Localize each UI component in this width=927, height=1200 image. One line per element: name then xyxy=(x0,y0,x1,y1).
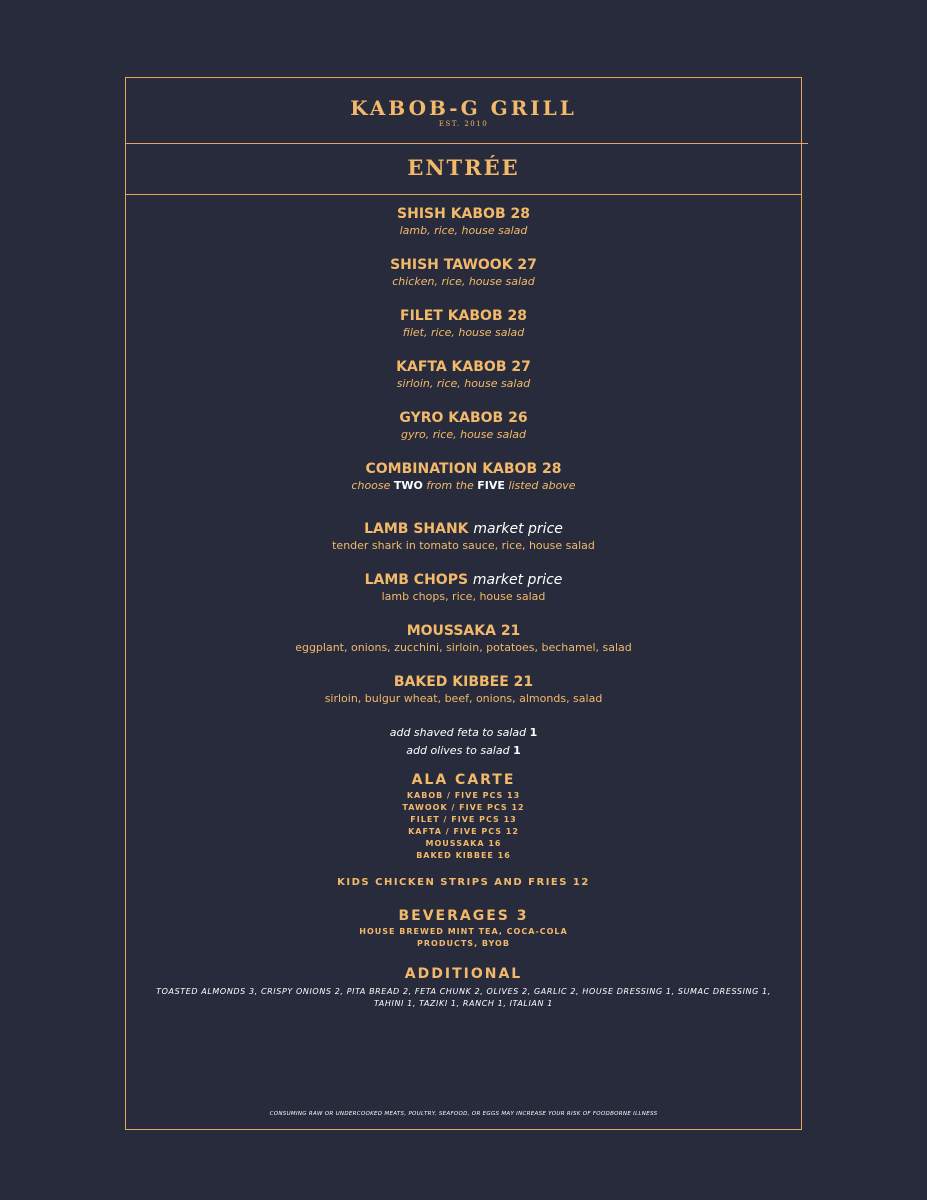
special-price: market price xyxy=(473,521,563,537)
menu-item-combination xyxy=(126,460,801,493)
addon-label: add olives to salad xyxy=(406,744,510,757)
ala-carte-item: MOUSSAKA 16 xyxy=(425,839,502,848)
beverages-line: HOUSE BREWED MINT TEA, COCA-COLA xyxy=(359,927,568,936)
menu-item xyxy=(126,256,801,289)
item-title: SHISH KABOB 28 xyxy=(397,206,530,222)
item-desc: lamb, rice, house salad xyxy=(399,224,528,237)
restaurant-name: KABOB-G GRILL xyxy=(350,96,577,120)
addon-price: 1 xyxy=(513,744,521,757)
menu-list xyxy=(126,205,801,1010)
addon-item xyxy=(126,742,801,760)
menu-item-special xyxy=(126,571,801,604)
combination-two: TWO xyxy=(393,479,423,492)
addon-label: add shaved feta to salad xyxy=(389,726,527,739)
ala-carte-section xyxy=(126,770,801,862)
additional-items-line: TAHINI 1, TAZIKI 1, RANCH 1, ITALIAN 1 xyxy=(374,999,553,1008)
additional-title: ADDITIONAL xyxy=(404,966,523,982)
ala-carte-title: ALA CARTE xyxy=(411,772,516,788)
food-safety-disclaimer: CONSUMING RAW OR UNDERCOOKED MEATS, POULTRY, SEAFOOD, OR EGGS MAY INCREASE YOUR RISK OF FOODBORNE ILLNESS xyxy=(269,1111,658,1117)
item-desc: eggplant, onions, zucchini, sirloin, potatoes, bechamel, salad xyxy=(295,641,632,654)
item-title: BAKED KIBBEE 21 xyxy=(393,674,534,690)
item-desc: sirloin, bulgur wheat, beef, onions, almonds, salad xyxy=(324,692,603,705)
menu-item xyxy=(126,409,801,442)
item-title: KAFTA KABOB 27 xyxy=(396,359,531,375)
item-title xyxy=(126,571,801,589)
menu-frame xyxy=(125,77,802,1130)
item-desc: tender shark in tomato sauce, rice, house salad xyxy=(332,539,595,552)
section-title: ENTRÉE xyxy=(407,155,520,180)
item-desc: filet, rice, house salad xyxy=(402,326,525,339)
addon-price: 1 xyxy=(529,726,538,739)
menu-item xyxy=(126,205,801,238)
header-divider xyxy=(126,143,808,144)
item-desc: gyro, rice, house salad xyxy=(400,428,527,441)
ala-carte-item: TAWOOK / FIVE PCS 12 xyxy=(402,803,525,812)
combination-five: FIVE xyxy=(477,479,505,492)
additional-section xyxy=(126,964,801,1010)
item-title xyxy=(126,520,801,538)
section-divider xyxy=(126,194,801,195)
menu-item xyxy=(126,673,801,706)
menu-item xyxy=(126,622,801,655)
menu-header xyxy=(126,96,801,128)
ala-carte-item: BAKED KIBBEE 16 xyxy=(416,851,511,860)
item-desc: chicken, rice, house salad xyxy=(392,275,535,288)
kids-menu-item: KIDS CHICKEN STRIPS AND FRIES 12 xyxy=(337,877,590,888)
addon-item xyxy=(126,724,801,742)
menu-item xyxy=(126,358,801,391)
combination-desc-pre: choose xyxy=(351,479,391,492)
special-price: market price xyxy=(472,572,563,588)
item-title: SHISH TAWOOK 27 xyxy=(390,257,537,273)
beverages-title: BEVERAGES 3 xyxy=(398,908,529,924)
addons-list xyxy=(126,724,801,760)
item-title: MOUSSAKA 21 xyxy=(406,623,521,639)
menu-item xyxy=(126,307,801,340)
beverages-section xyxy=(126,906,801,950)
combination-desc-post: listed above xyxy=(508,479,576,492)
additional-items-line: TOASTED ALMONDS 3, CRISPY ONIONS 2, PITA BREAD 2, FETA CHUNK 2, OLIVES 2, GARLIC 2, HOUSE DRESSING 1, SUMAC DRESSING 1, xyxy=(156,987,771,996)
established-year: EST. 2010 xyxy=(438,120,489,128)
item-desc xyxy=(126,478,801,493)
item-desc: lamb chops, rice, house salad xyxy=(381,590,546,603)
beverages-line: PRODUCTS, BYOB xyxy=(417,939,510,948)
ala-carte-item: FILET / FIVE PCS 13 xyxy=(410,815,517,824)
item-title: FILET KABOB 28 xyxy=(400,308,527,324)
ala-carte-item: KABOB / FIVE PCS 13 xyxy=(406,791,521,800)
menu-item-special xyxy=(126,520,801,553)
item-title: COMBINATION KABOB 28 xyxy=(365,461,562,477)
item-desc: sirloin, rice, house salad xyxy=(396,377,531,390)
ala-carte-item: KAFTA / FIVE PCS 12 xyxy=(408,827,519,836)
combination-desc-mid: from the xyxy=(426,479,474,492)
item-title: GYRO KABOB 26 xyxy=(399,410,528,426)
special-name: LAMB SHANK xyxy=(364,521,469,537)
special-name: LAMB CHOPS xyxy=(364,572,469,588)
